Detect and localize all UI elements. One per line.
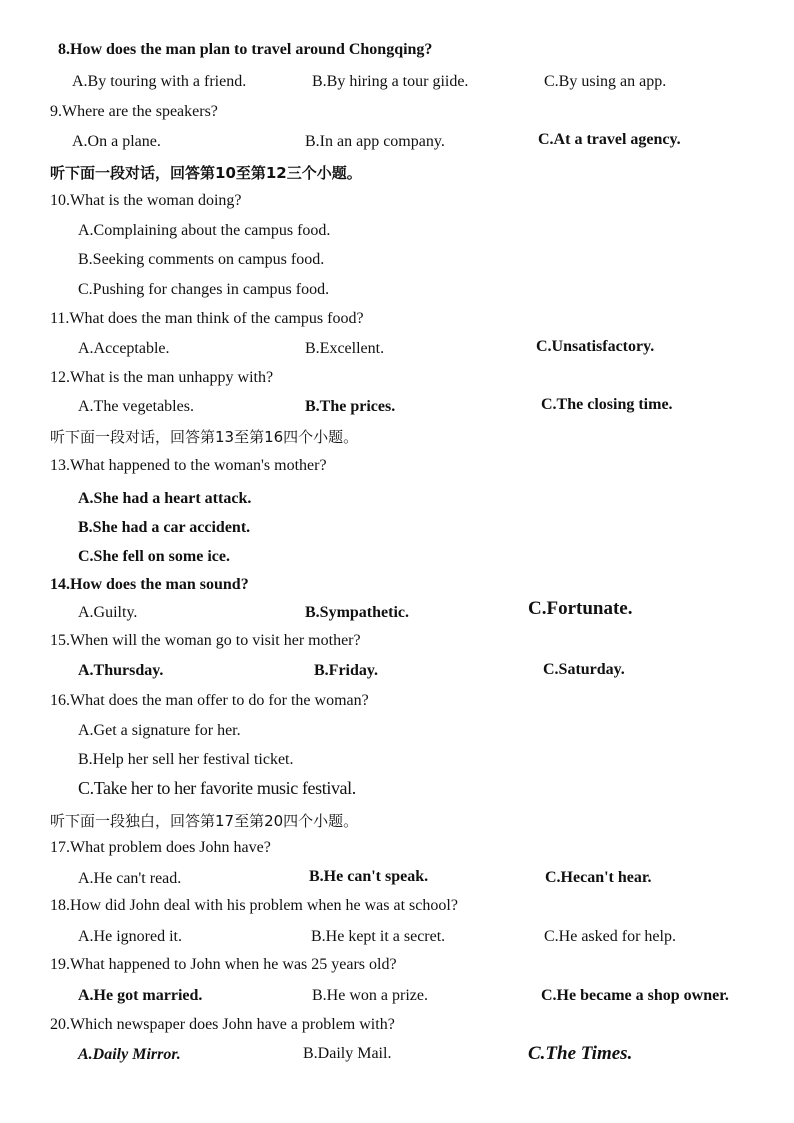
question-10-stem: 10.What is the woman doing?: [50, 192, 242, 209]
question-13-option-c: C.She fell on some ice.: [78, 548, 230, 565]
question-12-option-c: C.The closing time.: [541, 396, 673, 413]
question-16-option-b: B.Help her sell her festival ticket.: [78, 751, 294, 768]
question-17-option-a: A.He can't read.: [78, 870, 182, 887]
question-10-option-b: B.Seeking comments on campus food.: [78, 251, 325, 268]
question-11-option-a: A.Acceptable.: [78, 340, 170, 357]
question-16-option-a: A.Get a signature for her.: [78, 722, 241, 739]
question-20-option-c: C.The Times.: [528, 1043, 633, 1064]
question-13-option-a: A.She had a heart attack.: [78, 490, 252, 507]
question-14-option-c: C.Fortunate.: [528, 598, 633, 619]
question-10-option-c: C.Pushing for changes in campus food.: [78, 281, 330, 298]
question-20-stem: 20.Which newspaper does John have a problem with?: [50, 1016, 395, 1033]
question-19-option-a: A.He got married.: [78, 987, 203, 1004]
question-19-stem: 19.What happened to John when he was 25 years old?: [50, 956, 397, 973]
question-19-option-b: B.He won a prize.: [312, 987, 428, 1004]
question-19-option-c: C.He became a shop owner.: [541, 987, 729, 1004]
question-13-stem: 13.What happened to the woman's mother?: [50, 457, 327, 474]
question-18-option-b: B.He kept it a secret.: [311, 928, 446, 945]
question-17-option-b: B.He can't speak.: [309, 868, 429, 885]
question-8-stem: 8.How does the man plan to travel around Chongqing?: [58, 41, 433, 58]
question-17-stem: 17.What problem does John have?: [50, 839, 271, 856]
question-8-option-b: B.By hiring a tour giide.: [312, 73, 469, 90]
question-20-option-a: A.Daily Mirror.: [78, 1046, 181, 1063]
question-14-option-a: A.Guilty.: [78, 604, 138, 621]
question-16-stem: 16.What does the man offer to do for the woman?: [50, 692, 369, 709]
question-12-option-b: B.The prices.: [305, 398, 396, 415]
question-17-option-c: C.Hecan't hear.: [545, 869, 652, 886]
question-11-stem: 11.What does the man think of the campus food?: [50, 310, 364, 327]
question-20-option-b: B.Daily Mail.: [303, 1045, 392, 1062]
section-instruction-13-16: 听下面一段对话，回答第13至第16四个小题。: [50, 428, 359, 446]
question-8-option-a: A.By touring with a friend.: [72, 73, 247, 90]
question-9-option-c: C.At a travel agency.: [538, 131, 681, 148]
question-18-option-a: A.He ignored it.: [78, 928, 182, 945]
question-18-option-c: C.He asked for help.: [544, 928, 676, 945]
question-11-option-c: C.Unsatisfactory.: [536, 338, 655, 355]
question-11-option-b: B.Excellent.: [305, 340, 385, 357]
question-15-option-a: A.Thursday.: [78, 662, 164, 679]
question-15-option-b: B.Friday.: [314, 662, 379, 679]
question-18-stem: 18.How did John deal with his problem when he was at school?: [50, 897, 458, 914]
question-16-option-c: C.Take her to her favorite music festival.: [78, 778, 356, 798]
question-15-option-c: C.Saturday.: [543, 661, 625, 678]
question-9-option-a: A.On a plane.: [72, 133, 161, 150]
question-9-option-b: B.In an app company.: [305, 133, 445, 150]
question-8-option-c: C.By using an app.: [544, 73, 667, 90]
section-instruction-10-12: 听下面一段对话，回答第10至第12三个小题。: [50, 164, 362, 182]
question-14-stem: 14.How does the man sound?: [50, 576, 249, 593]
question-13-option-b: B.She had a car accident.: [78, 519, 251, 536]
question-12-option-a: A.The vegetables.: [78, 398, 194, 415]
question-12-stem: 12.What is the man unhappy with?: [50, 369, 274, 386]
question-14-option-b: B.Sympathetic.: [305, 604, 409, 621]
question-10-option-a: A.Complaining about the campus food.: [78, 222, 331, 239]
question-9-stem: 9.Where are the speakers?: [50, 103, 218, 120]
question-15-stem: 15.When will the woman go to visit her mother?: [50, 632, 361, 649]
section-instruction-17-20: 听下面一段独白，回答第17至第20四个小题。: [50, 812, 359, 830]
